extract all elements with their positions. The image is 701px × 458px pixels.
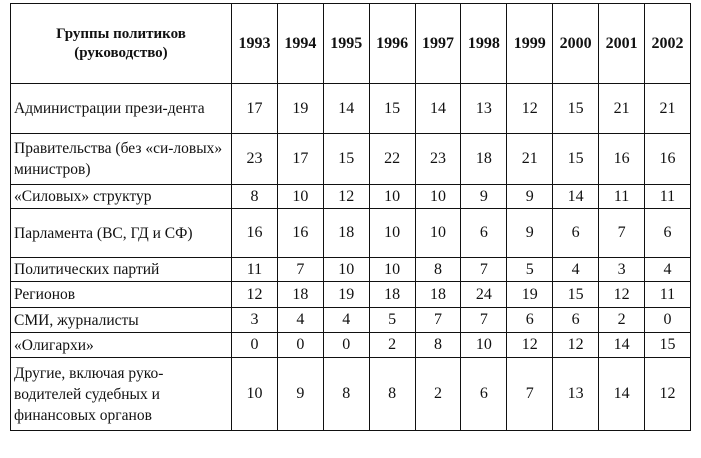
data-table-container <box>10 3 691 431</box>
cell-value: 14 <box>599 333 645 358</box>
header-year-1997: 1997 <box>415 4 461 84</box>
row-label: Другие, включая руко-водителей судебных и финансовых органов <box>11 358 232 431</box>
header-year-1993: 1993 <box>232 4 278 84</box>
cell-value: 12 <box>599 282 645 308</box>
cell-value: 11 <box>599 185 645 209</box>
cell-value: 9 <box>461 185 507 209</box>
cell-value: 7 <box>599 209 645 258</box>
cell-value: 7 <box>461 308 507 333</box>
cell-value: 14 <box>323 84 369 134</box>
cell-value: 10 <box>415 185 461 209</box>
cell-value: 18 <box>277 282 323 308</box>
cell-value: 8 <box>323 358 369 431</box>
cell-value: 2 <box>415 358 461 431</box>
cell-value: 4 <box>645 258 691 282</box>
cell-value: 13 <box>553 358 599 431</box>
cell-value: 3 <box>599 258 645 282</box>
cell-value: 17 <box>277 134 323 185</box>
cell-value: 12 <box>645 358 691 431</box>
cell-value: 21 <box>507 134 553 185</box>
cell-value: 4 <box>277 308 323 333</box>
cell-value: 12 <box>553 333 599 358</box>
cell-value: 0 <box>232 333 278 358</box>
cell-value: 8 <box>415 333 461 358</box>
cell-value: 2 <box>369 333 415 358</box>
header-year-2000: 2000 <box>553 4 599 84</box>
table-row <box>11 282 691 308</box>
header-groups-label: Группы политиков (руководство) <box>11 4 232 84</box>
row-label: СМИ, журналисты <box>11 308 232 333</box>
cell-value: 7 <box>277 258 323 282</box>
table-body <box>11 84 691 431</box>
cell-value: 0 <box>323 333 369 358</box>
cell-value: 7 <box>461 258 507 282</box>
cell-value: 0 <box>645 308 691 333</box>
cell-value: 18 <box>461 134 507 185</box>
cell-value: 22 <box>369 134 415 185</box>
cell-value: 14 <box>553 185 599 209</box>
cell-value: 12 <box>507 333 553 358</box>
cell-value: 15 <box>553 84 599 134</box>
cell-value: 4 <box>323 308 369 333</box>
cell-value: 13 <box>461 84 507 134</box>
cell-value: 0 <box>277 333 323 358</box>
row-label: «Олигархи» <box>11 333 232 358</box>
cell-value: 6 <box>507 308 553 333</box>
cell-value: 6 <box>461 358 507 431</box>
table-row <box>11 308 691 333</box>
row-label: Парламента (ВС, ГД и СФ) <box>11 209 232 258</box>
table-row <box>11 209 691 258</box>
cell-value: 14 <box>415 84 461 134</box>
cell-value: 9 <box>277 358 323 431</box>
row-label: «Силовых» структур <box>11 185 232 209</box>
cell-value: 10 <box>461 333 507 358</box>
cell-value: 24 <box>461 282 507 308</box>
cell-value: 12 <box>232 282 278 308</box>
cell-value: 10 <box>415 209 461 258</box>
cell-value: 10 <box>369 258 415 282</box>
cell-value: 6 <box>553 308 599 333</box>
cell-value: 12 <box>507 84 553 134</box>
cell-value: 11 <box>645 185 691 209</box>
table-row <box>11 84 691 134</box>
cell-value: 15 <box>553 134 599 185</box>
cell-value: 10 <box>323 258 369 282</box>
table-row <box>11 258 691 282</box>
cell-value: 10 <box>232 358 278 431</box>
cell-value: 8 <box>232 185 278 209</box>
cell-value: 11 <box>645 282 691 308</box>
cell-value: 15 <box>323 134 369 185</box>
cell-value: 6 <box>461 209 507 258</box>
cell-value: 19 <box>507 282 553 308</box>
cell-value: 16 <box>599 134 645 185</box>
cell-value: 19 <box>277 84 323 134</box>
cell-value: 15 <box>553 282 599 308</box>
table-row <box>11 358 691 431</box>
politicians-groups-table <box>10 3 691 431</box>
cell-value: 18 <box>369 282 415 308</box>
cell-value: 5 <box>369 308 415 333</box>
cell-value: 11 <box>232 258 278 282</box>
cell-value: 6 <box>645 209 691 258</box>
cell-value: 9 <box>507 209 553 258</box>
cell-value: 16 <box>232 209 278 258</box>
cell-value: 8 <box>415 258 461 282</box>
cell-value: 16 <box>645 134 691 185</box>
cell-value: 23 <box>415 134 461 185</box>
cell-value: 14 <box>599 358 645 431</box>
cell-value: 7 <box>507 358 553 431</box>
cell-value: 16 <box>277 209 323 258</box>
header-year-1996: 1996 <box>369 4 415 84</box>
cell-value: 15 <box>645 333 691 358</box>
header-year-2002: 2002 <box>645 4 691 84</box>
header-year-2001: 2001 <box>599 4 645 84</box>
header-year-1999: 1999 <box>507 4 553 84</box>
cell-value: 5 <box>507 258 553 282</box>
table-row <box>11 134 691 185</box>
cell-value: 23 <box>232 134 278 185</box>
cell-value: 10 <box>369 185 415 209</box>
cell-value: 9 <box>507 185 553 209</box>
cell-value: 12 <box>323 185 369 209</box>
header-year-1994: 1994 <box>277 4 323 84</box>
cell-value: 7 <box>415 308 461 333</box>
table-header <box>11 4 691 84</box>
cell-value: 17 <box>232 84 278 134</box>
row-label: Правительства (без «си-ловых» министров) <box>11 134 232 185</box>
cell-value: 15 <box>369 84 415 134</box>
header-row <box>11 4 691 84</box>
table-row <box>11 333 691 358</box>
cell-value: 18 <box>323 209 369 258</box>
cell-value: 19 <box>323 282 369 308</box>
header-year-1995: 1995 <box>323 4 369 84</box>
cell-value: 8 <box>369 358 415 431</box>
row-label: Регионов <box>11 282 232 308</box>
row-label: Администрации прези-дента <box>11 84 232 134</box>
cell-value: 10 <box>277 185 323 209</box>
table-row <box>11 185 691 209</box>
cell-value: 18 <box>415 282 461 308</box>
cell-value: 21 <box>645 84 691 134</box>
row-label: Политических партий <box>11 258 232 282</box>
cell-value: 6 <box>553 209 599 258</box>
cell-value: 4 <box>553 258 599 282</box>
header-year-1998: 1998 <box>461 4 507 84</box>
cell-value: 3 <box>232 308 278 333</box>
cell-value: 10 <box>369 209 415 258</box>
cell-value: 2 <box>599 308 645 333</box>
cell-value: 21 <box>599 84 645 134</box>
